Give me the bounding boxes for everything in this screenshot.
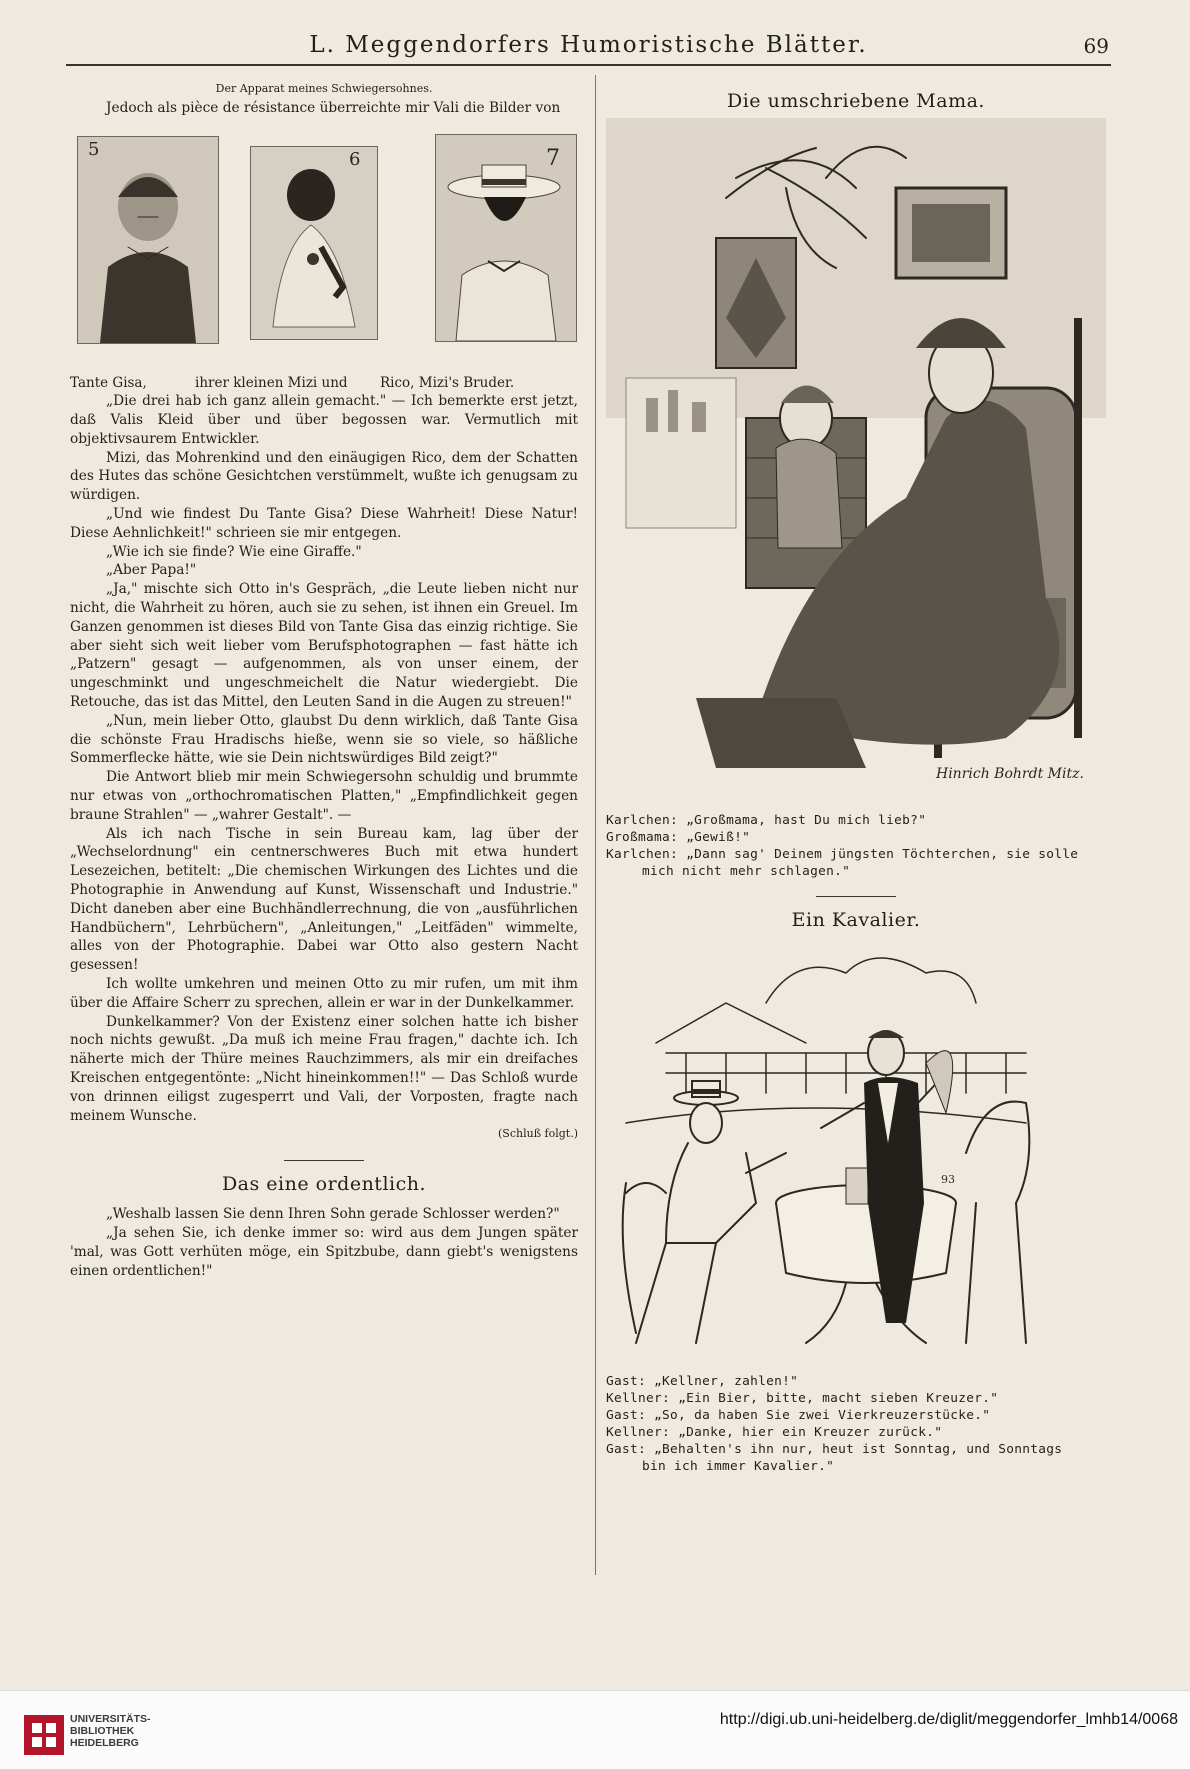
library-name: UNIVERSITÄTS- BIBLIOTHEK HEIDELBERG [70, 1713, 151, 1749]
photo-mizi-drawing [251, 147, 377, 339]
line-text: „Kellner, zahlen!" [654, 1374, 799, 1389]
section-divider [284, 1160, 364, 1161]
left-column [70, 82, 578, 1280]
body-paragraph: Als ich nach Tische in sein Bureau kam, lag über der „Wechselordnung" ein centnerschweres Buch mit etwa hundert Lesezeichen, betitelt: „Die chemischen Wirkungen des Lichtes und die Photographie in Anwendung auf Kunst, Wissenschaft und Industrie." Dicht daneben aber eine Buchhändlerrechnung, die von „ausführlichen Handbüchern", Lehrbüchern", „Anleitungen," „Leitfäden" wimmelte, alles von der Photographie. Dabei war Otto also gestern Nacht gesessen! [70, 825, 578, 974]
line-text: „Gewiß!" [686, 830, 751, 845]
dialogue-line [606, 1373, 1106, 1390]
body-paragraph: „Aber Papa!" [106, 562, 197, 579]
journal-title: L. Meggendorfers Humoristische Blätter. [309, 32, 868, 58]
library-footer [0, 1690, 1190, 1769]
speaker: Gast: [606, 1374, 647, 1389]
name-tante-gisa: Tante Gisa, [70, 374, 147, 391]
body-paragraph: Ich wollte umkehren und meinen Otto zu mir rufen, um mit ihm über die Affaire Scherr zu sprechen, allein er war in der Dunkelkammer. [70, 976, 578, 1011]
line-text: „Großmama, hast Du mich lieb?" [686, 813, 927, 828]
dialogue-continuation: bin ich immer Kavalier." [642, 1459, 835, 1474]
illustration-grandmother-and-boy [606, 118, 1106, 808]
speaker: Gast: [606, 1442, 647, 1457]
photo-rico [435, 134, 577, 342]
body-paragraph: „Die drei hab ich ganz allein gemacht." — Ich bemerkte erst jetzt, daß Valis Kleid über und über begossen war. Vermutlich mit objektivsaurem Entwickler. [70, 393, 578, 447]
photo-row [70, 134, 578, 364]
dialogue-line [606, 1441, 1106, 1458]
line-text: „So, da haben Sie zwei Vierkreuzerstücke." [654, 1408, 991, 1423]
anecdote-paragraph: „Weshalb lassen Sie denn Ihren Sohn gerade Schlosser werden?" [106, 1206, 560, 1223]
body-paragraph: Mizi, das Mohrenkind und den einäugigen Rico, dem der Schatten des Hutes das schöne Gesichtchen verstümmelt, wußte ich genugsam zu würdigen. [70, 449, 578, 504]
body-paragraph: Die Antwort blieb mir mein Schwiegersohn schuldig und brummte nur etwas von „orthochromatischen Platten," „Empfindlichkeit gegen braune Strahlen" — „wahrer Gestalt". — [70, 769, 578, 823]
photo-rico-drawing [436, 135, 576, 341]
photo-number: 7 [546, 145, 560, 171]
name-mizi: ihrer kleinen Mizi und [195, 374, 348, 391]
dialogue-line [606, 812, 1106, 829]
body-paragraph: „Und wie findest Du Tante Gisa? Diese Wahrheit! Diese Natur! Diese Aehnlichkeit!" schrieen sie mir entgegen. [70, 506, 578, 541]
speaker: Karlchen: [606, 847, 679, 862]
page-number: 69 [1083, 34, 1109, 58]
cartoon1-signature: Hinrich Bohrdt Mitz. [936, 766, 1084, 782]
apparatus-caption: Der Apparat meines Schwiegersohnes. [215, 82, 433, 95]
illustration-guest-and-waiter [606, 943, 1106, 1369]
speaker: Karlchen: [606, 813, 679, 828]
line-text: „Ein Bier, bitte, macht sieben Kreuzer." [678, 1391, 999, 1406]
photo-number: 5 [88, 138, 100, 160]
speaker: Kellner: [606, 1425, 671, 1440]
running-head [66, 30, 1111, 66]
body-paragraph: „Wie ich sie finde? Wie eine Giraffe." [106, 543, 362, 560]
column-rule [595, 75, 596, 1575]
to-be-continued: (Schluß folgt.) [498, 1127, 578, 1141]
source-url-link[interactable]: http://digi.ub.uni-heidelberg.de/diglit/meggendorfer_lmhb14/0068 [719, 1711, 1178, 1728]
section-divider [816, 896, 896, 897]
cartoon2-title: Ein Kavalier. [791, 909, 921, 931]
line-text: „Danke, hier ein Kreuzer zurück." [678, 1425, 943, 1440]
dialogue-line [606, 1407, 1106, 1424]
name-rico: Rico, Mizi's Bruder. [380, 374, 515, 391]
intro-paragraph: Jedoch als pièce de résistance überreichte mir Vali die Bilder von [106, 100, 561, 116]
dialogue-line [606, 1390, 1106, 1407]
body-paragraph: Dunkelkammer? Von der Existenz einer solchen hatte ich bisher noch nichts gewußt. „Da muß ich meine Frau fragen," dachte ich. Ich näherte mich der Thüre meines Rauchzimmers, als mir ein dreifaches Kreischen entgegentönte: „Nicht hineinkommen!!" — Das Schloß wurde von drinnen eiligst zugesperrt und Vali, der Vorposten, fragte nach meinem Wunsche. [70, 1013, 578, 1124]
photo-tante-gisa-drawing [78, 137, 218, 343]
right-column [606, 82, 1106, 1475]
university-library-logo-icon [24, 1715, 64, 1755]
speaker: Gast: [606, 1408, 647, 1423]
speaker: Großmama: [606, 830, 679, 845]
anecdote-paragraph: „Ja sehen Sie, ich denke immer so: wird aus dem Jungen später 'mal, was Gott verhüten möge, ein Spitzbube, dann giebt's wenigstens einen ordentlichen!" [70, 1224, 578, 1279]
photo-mizi [250, 146, 378, 340]
dialogue-line [606, 1424, 1106, 1441]
photo-names-line [70, 374, 578, 393]
line-text: „Behalten's ihn nur, heut ist Sonntag, und Sonntags [654, 1442, 1063, 1457]
photo-tante-gisa [77, 136, 219, 344]
body-paragraph: „Nun, mein lieber Otto, glaubst Du denn wirklich, daß Tante Gisa die schönste Frau Hradischs hieße, wenn sie so viele, so häßliche Sommerflecke hätte, wie sie Dein nichtswürdiges Bild zeigt?" [70, 712, 578, 767]
dialogue-line [606, 846, 1106, 863]
speaker: Kellner: [606, 1391, 671, 1406]
cartoon1-title: Die umschriebene Mama. [727, 90, 985, 112]
line-text: „Dann sag' Deinem jüngsten Töchterchen, sie solle [686, 847, 1079, 862]
cartoon2-dialogue [606, 1373, 1106, 1475]
dialogue-continuation: mich nicht mehr schlagen." [642, 864, 851, 879]
cartoon1-dialogue [606, 812, 1106, 880]
section-title: Das eine ordentlich. [221, 1173, 427, 1196]
dialogue-line [606, 829, 1106, 846]
body-paragraph: „Ja," mischte sich Otto in's Gespräch, „die Leute lieben nicht nur nicht, die Wahrheit zu hören, auch sie zu sehen, ist ihnen ein Greuel. Im Ganzen genommen ist dieses Bild von Tante Gisa das einzig richtige. Sie aber sieht sich weit lieber vom Berufsphotographen — fast hätte ich „Patzern" gesagt — aufgenommen, als von unser einem, der ungeschminkt und ungeschmeichelt die Natur wiedergiebt. Die Retouche, das ist das Mittel, den Leuten Sand in die Augen zu streuen!" [70, 581, 578, 711]
cartoon2-mark: 93 [941, 1173, 955, 1186]
photo-number: 6 [349, 148, 361, 170]
